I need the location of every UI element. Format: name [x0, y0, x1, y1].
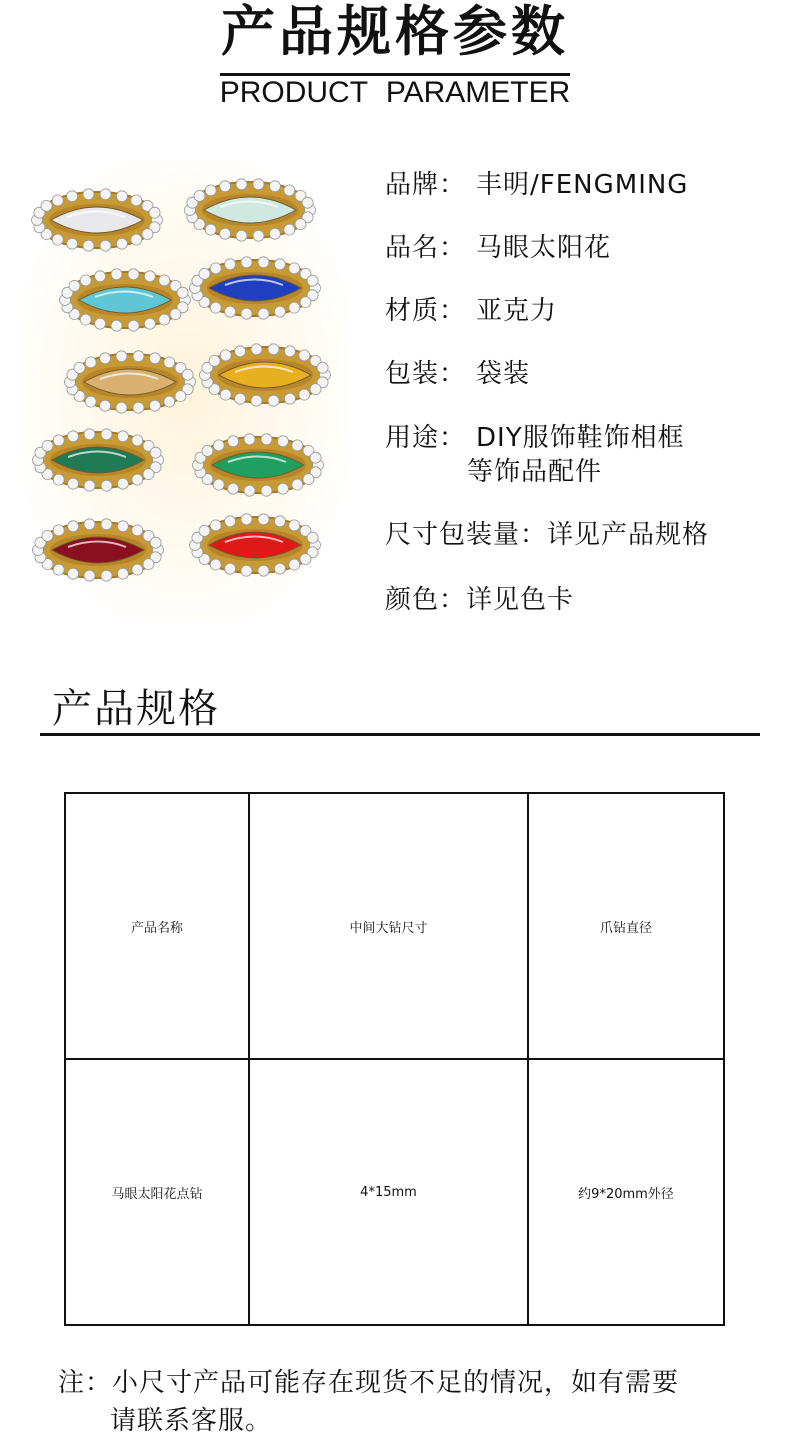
- param-value: 马眼太阳花: [476, 233, 612, 263]
- param-label: 包装：: [385, 359, 467, 389]
- param-value: 详见产品规格: [547, 520, 710, 550]
- spec-table: [64, 792, 725, 1326]
- footnote-line: 注：小尺寸产品可能存在现货不足的情况，如有需要: [58, 1368, 680, 1398]
- table-cell: 4*15mm: [249, 1059, 528, 1325]
- table-header-cell: 中间大钻尺寸: [249, 793, 528, 1059]
- param-product-name: [385, 231, 611, 265]
- param-label: 品牌：: [385, 170, 467, 200]
- param-brand: [385, 168, 688, 202]
- param-packaging: [385, 357, 530, 391]
- param-color: [385, 583, 574, 617]
- param-label: 材质：: [385, 296, 467, 326]
- param-label: 用途：: [385, 423, 467, 453]
- table-header-cell: 产品名称: [65, 793, 249, 1059]
- param-material: [385, 294, 557, 328]
- param-label: 颜色：: [385, 585, 467, 615]
- param-value: 袋装: [476, 359, 531, 389]
- param-value: DIY服饰鞋饰相框: [476, 423, 685, 453]
- table-cell: 约9*20mm外径: [528, 1059, 724, 1325]
- table-cell: 马眼太阳花点钻: [65, 1059, 249, 1325]
- page-title: 产品规格参数: [221, 0, 569, 63]
- page-subtitle: PRODUCT PARAMETER: [219, 76, 571, 109]
- product-photo: [20, 160, 350, 620]
- table-row: [65, 1059, 724, 1325]
- table-header-cell: 爪钻直径: [528, 793, 724, 1059]
- footnote-line: 请联系客服。: [110, 1406, 273, 1436]
- param-label: 品名：: [385, 233, 467, 263]
- footnote: [58, 1364, 758, 1440]
- param-value-line2: 等饰品配件: [467, 457, 603, 487]
- spec-section-title: 产品规格: [52, 686, 220, 732]
- param-value: 亚克力: [476, 296, 558, 326]
- param-value: 详见色卡: [466, 585, 575, 615]
- param-size-quantity: [385, 518, 709, 552]
- param-value: 丰明/FENGMING: [476, 170, 689, 200]
- param-usage: [385, 421, 685, 489]
- param-label: 尺寸包装量：: [385, 520, 548, 550]
- table-row: [65, 793, 724, 1059]
- section-divider: [40, 733, 760, 736]
